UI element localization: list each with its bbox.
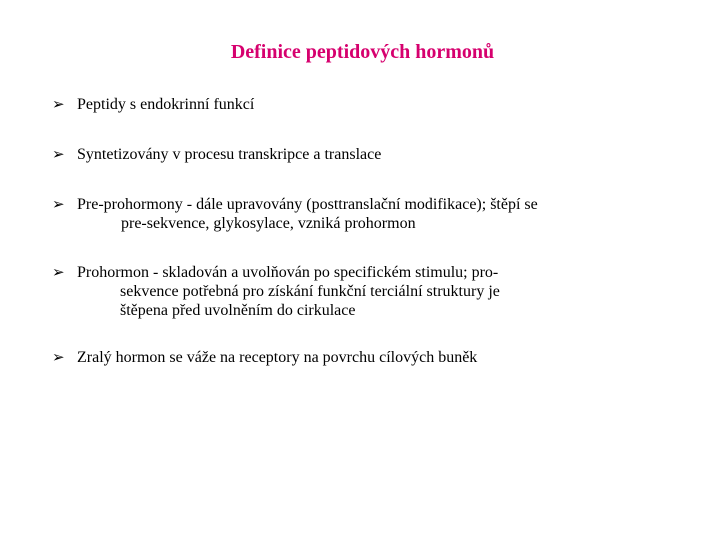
- arrow-bullet-icon: ➢: [52, 348, 65, 366]
- bullet-text: Pre-prohormony - dále upravovány (posttranslační modifikace); štěpí se: [77, 196, 538, 213]
- arrow-bullet-icon: ➢: [52, 263, 65, 281]
- bullet-text: Prohormon - skladován a uvolňován po specifickém stimulu; pro-: [77, 264, 499, 281]
- bullet-text-continuation: sekvence potřebná pro získání funkční terciální struktury je: [120, 283, 500, 300]
- bullet-item: [52, 263, 692, 320]
- slide-title: Definice peptidových hormonů: [230, 41, 495, 63]
- arrow-bullet-icon: ➢: [52, 145, 65, 163]
- bullet-text: Zralý hormon se váže na receptory na povrchu cílových buněk: [77, 349, 478, 366]
- bullet-item: [52, 195, 692, 233]
- bullet-text-continuation: štěpena před uvolněním do cirkulace: [120, 302, 356, 319]
- arrow-bullet-icon: ➢: [52, 195, 65, 213]
- bullet-text-continuation: pre-sekvence, glykosylace, vzniká prohormon: [121, 215, 416, 232]
- arrow-bullet-icon: ➢: [52, 95, 65, 113]
- bullet-item: [52, 145, 692, 164]
- bullet-item: [52, 95, 692, 114]
- bullet-text: Syntetizovány v procesu transkripce a translace: [77, 146, 382, 163]
- bullet-text: Peptidy s endokrinní funkcí: [77, 96, 255, 113]
- bullet-item: [52, 348, 692, 367]
